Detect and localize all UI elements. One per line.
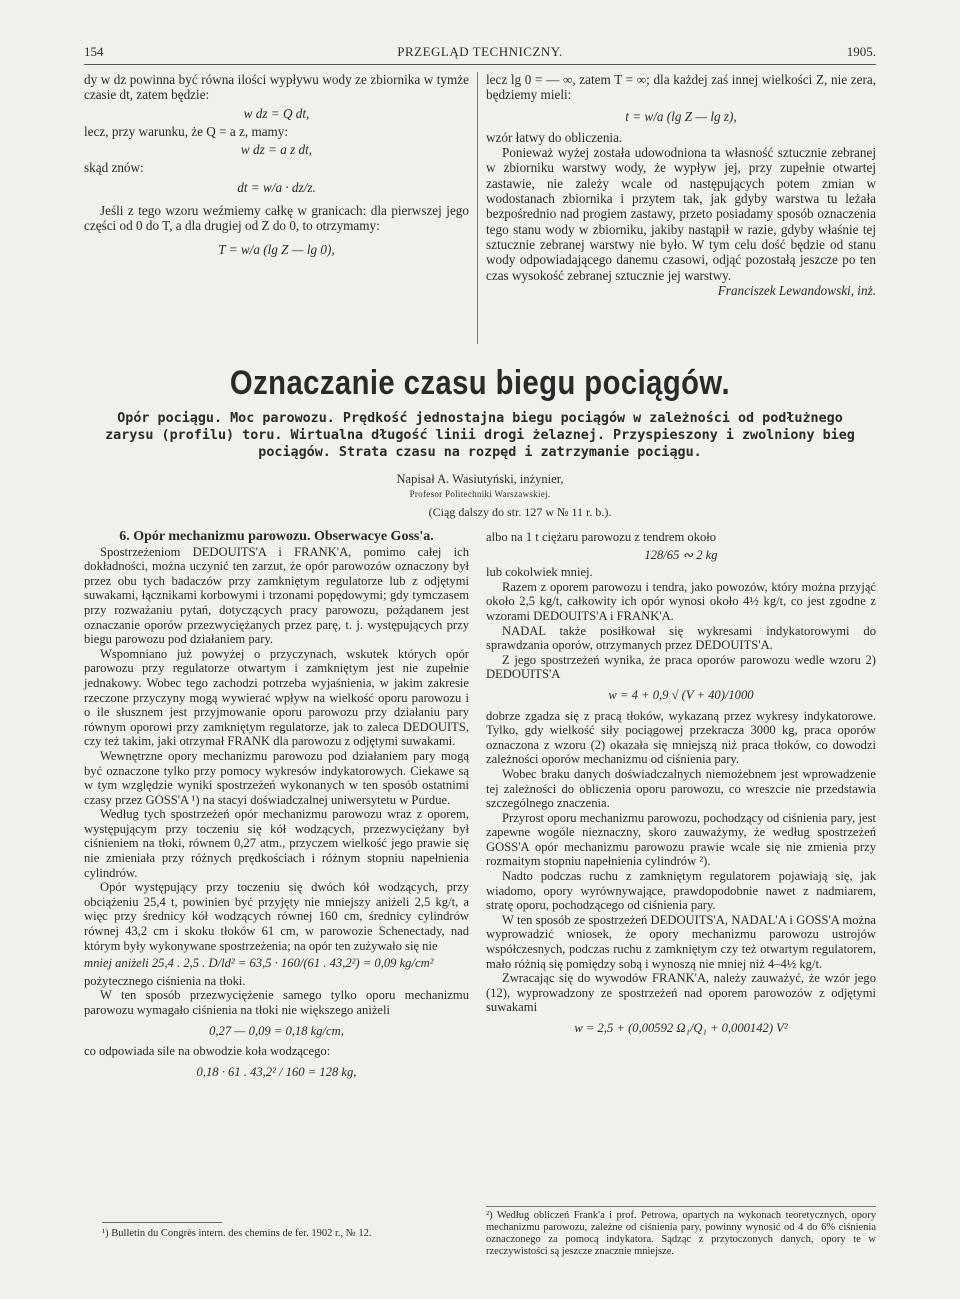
formula: 0,18 · 61 . 43,2² / 160 = 128 kg, bbox=[196, 1064, 357, 1079]
footnote-rule-left bbox=[102, 1222, 222, 1223]
article-title: Oznaczanie czasu biegu pociągów. bbox=[229, 364, 731, 402]
formula: 128/65 ∾ 2 kg bbox=[644, 547, 718, 562]
paragraph: Spostrzeżeniom DEDOUITS'A i FRANK'A, pomimo całej ich dokładności, można uczynić ten zarzut, że opór parowozów oznaczony był przez obu tych badaczów przy zamkniętym regulatorze lub z odjętymi suwakami, łącznikami korbowymi i trzonami popędowymi; gdy tymczasem przy rozważaniu pytań, dotyczących pracy parowozu, pożądanem jest oznaczanie oporów przezwyciężanych przez parę, t. j. występujących przy biegu parowozu pod działaniem pary. bbox=[84, 544, 469, 647]
paragraph: W ten sposób ze spostrzeżeń DEDOUITS'A, NADAL'A i GOSS'A można wyprowadzić wniosek, że opory mechanizmu parowozu ustrojów współczesnych, podczas ruchu z zamkniętym czy też otwartym regulatorem, mało różnią się pomiędzy sobą i wynoszą nie mniej niż 4–4½ kg/t. bbox=[486, 912, 876, 971]
paragraph: Wspomniano już powyżej o przyczynach, wskutek których opór parowozu przy regulatorze otwartym i zamkniętym jest nie zupełnie jednakowy. Wobec tego zachodzi potrzeba wyjaśnienia, w jakim zakresie rzeczone przyczyny mogą wywierać wpływ na wielkość oporu parowozu i o ile słusznem jest przyjmowanie oporu parowozu przy działaniu pary równym oporowi przy zamkniętym regulatorze, jak to zaleca DEDOUITS, czy też takim, jaki otrzymał FRANK dla parowozu z odjętymi suwakami. bbox=[84, 646, 469, 749]
paragraph: wzór łatwy do obliczenia. bbox=[486, 129, 623, 145]
paragraph: Przyrost oporu mechanizmu parowozu, pochodzący od ciśnienia pary, jest zapewne wogóle nieznaczny, skoro zauważymy, że według spostrzeżeń GOSS'A opór mechanizmu parowozu prawie wcale się nie zmienia przy rozmaitym stopniu napełnienia cylindrów ²). bbox=[486, 810, 876, 869]
top-left-column bbox=[84, 72, 469, 260]
paragraph: Zwracając się do wywodów FRANK'A, należy zauważyć, że wzór jego (12), wyprowadzony ze spostrzeżeń nad oporem parowozów z odjętymi suwakami bbox=[486, 971, 876, 1015]
formula: w dz = a z dt, bbox=[240, 142, 313, 158]
formula: w dz = Q dt, bbox=[243, 105, 310, 121]
article-subtitle: Opór pociągu. Moc parowozu. Prędkość jednostajna biegu pociągów w zależności od podłużnego zarysu (profilu) toru. Wirtualna długość linii drogi żelaznej. Przyspieszony i zwolniony bieg pociągów. Strata czasu na rozpęd i zatrzymanie pociągu. bbox=[105, 411, 855, 460]
footnote-right: ²) Według obliczeń Frank'a i prof. Petrowa, opartych na wykonach teoretycznych, opory mechanizmu parowozu, zależne od ciśnienia pary, powinny wynosić od 4 do 6% ciśnienia oznaczonego za pomocą indykatora. Sądząc z przytoczonych danych, opory te w rzeczywistości są jeszcze znacznie mniejsze. bbox=[486, 1206, 876, 1258]
paragraph: Wobec braku danych doświadczalnych niemożebnem jest wprowadzenie tej zależności do obliczenia oporu parowozu, co wreszcie nie przedstawia szczególnego znaczenia. bbox=[486, 766, 876, 811]
paragraph: Z jego spostrzeżeń wynika, że praca oporów parowozu wedle wzoru 2) DEDOUITS'A bbox=[486, 652, 876, 682]
paragraph: Ponieważ wyżej została udowodniona ta własność sztucznie zebranej w zbiorniku warstwy wody, że wypływ jej, przy zupełnie otwartej zastawie, nie zależy wcale od następujących potem zmian w wodostanach zbiornika i przytem tak, jak gdyby warstwa tu leżała bezpośrednio nad progiem zastawy, przeto posiadamy sposób oznaczenia tego stanu wody w zbiorniku, jakiby nastąpił w razie, gdyby właśnie tej sztucznie zebranej warstwy nie było. W tym celu dość będzie od stanu wody odpowiadającego danemu czasowi, odjąć pozostałą jeszcze po ten czas wysokość zebranej sztucznie jej warstwy. bbox=[486, 145, 876, 283]
paragraph: pożytecznego ciśnienia na tłoki. bbox=[84, 973, 246, 988]
running-header bbox=[84, 44, 876, 62]
formula: T = w/a (lg Z — lg 0), bbox=[218, 241, 335, 257]
formula: mniej aniżeli 25,4 . 2,5 . D/ld² = 63,5 · 160/(61 . 43,2²) = 0,09 kg/cm² bbox=[84, 956, 434, 971]
paragraph: co odpowiada sile na obwodzie koła wodzącego: bbox=[84, 1044, 331, 1059]
author-affiliation: Profesor Politechniki Warszawskiej. bbox=[409, 489, 551, 499]
column-divider bbox=[477, 72, 478, 344]
paragraph: dobrze zgadza się z pracą tłoków, wykazaną przez wykresy indykatorowe. Tylko, gdy wielkość siły pociągowej przekracza 3000 kg, praca oporów oznaczona z wzoru (2) okazała się mniejszą niż praca tłoków, co dowodzi zależności oporów mechanizmu od ciśnienia pary. bbox=[486, 708, 876, 767]
section-heading: 6. Opór mechanizmu parowozu. Obserwacye Goss'a. bbox=[119, 529, 434, 544]
paragraph: NADAL także posiłkował się wykresami indykatorowymi do sprawdzania oporów, otrzymanych przez DEDOUITS'A. bbox=[486, 623, 876, 653]
page-number: 154 bbox=[84, 44, 104, 59]
journal-title: PRZEGLĄD TECHNICZNY. bbox=[397, 44, 563, 59]
footnote-left: ¹) Bulletin du Congrès intern. des chemins de fer. 1902 r., № 12. bbox=[102, 1228, 372, 1239]
paragraph: Razem z oporem parowozu i tendra, jako powozów, który można przyjąć około 2,5 kg/t, całkowity ich opór wynosi około 4½ kg/t, co jest zgodne z wzorami DEDOUITS'A i FRANK'A. bbox=[486, 579, 876, 623]
paragraph: lecz lg 0 = — ∞, zatem T = ∞; dla każdej zaś innej wielkości Z, nie zera, będziemy mieli: bbox=[486, 72, 876, 103]
paragraph: Według tych spostrzeżeń opór mechanizmu parowozu wraz z oporem, występującym przy toczeniu się kół wodzących, przezwyciężany był ciśnieniem na tłoki, równem 0,27 atm., przyczem wielkość jego prawie się nie zmieniała przy różnych prędkościach i różnym stopniu napełnienia cylindrów. bbox=[84, 807, 469, 880]
top-right-column bbox=[486, 72, 876, 298]
author-line: Napisał A. Wasiutyński, inżynier, bbox=[396, 472, 564, 486]
author-signature: Franciszek Lewandowski, inż. bbox=[717, 282, 876, 298]
formula: w = 4 + 0,9 √ (V + 40)/1000 bbox=[608, 687, 754, 702]
formula: 0,27 — 0,09 = 0,18 kg/cm, bbox=[209, 1023, 344, 1038]
formula: w = 2,5 + (0,00592 Ω₁/Q₁ + 0,000142) V² bbox=[574, 1021, 788, 1035]
paragraph: lecz, przy warunku, że Q = a z, mamy: bbox=[84, 123, 289, 139]
paragraph: albo na 1 t ciężaru parowozu z tendrem około bbox=[486, 530, 717, 544]
paragraph: W ten sposób przezwyciężenie samego tylko oporu mechanizmu parowozu wymagało ciśnienia na tłoki nie większego aniżeli bbox=[84, 988, 469, 1017]
paragraph: Jeśli z tego wzoru weźmiemy całkę w granicach: dla pierwszej jego części od 0 do T, a dla drugiej od Z do 0, to otrzymamy: bbox=[84, 203, 469, 234]
paragraph: Nadto podczas ruchu z zamkniętym regulatorem pojawiają się, jak wiadomo, opory wyrównywające, prawdopodobnie nawet z nadmiarem, stratę oporu, pochodzącego od ciśnienia pary. bbox=[486, 869, 876, 913]
right-column bbox=[486, 530, 876, 1042]
paragraph: Opór występujący przy toczeniu się dwóch kół wodzących, przy obciążeniu 25,4 t, powinien być przyjęty nie mniejszy aniżeli 2,5 kg/t, a więc przy średnicy kół wodzących równej 160 cm, średnicy cylindrów równej 43,2 cm i skoku tłoków 61 cm, w parowozie Schenectady, nad którym były wykonywane spostrzeżenia; na opór ten zużywało się nie bbox=[84, 880, 469, 953]
paragraph: skąd znów: bbox=[84, 160, 144, 176]
paragraph: Wewnętrzne opory mechanizmu parowozu pod działaniem pary mogą być oznaczone tylko przy pomocy wykresów indykatorowych. Ciekawe są w tym względzie wyniki spostrzeżeń wykonanych w ten sposób ostatnimi czasy przez GOSS'A ¹) na stacyi doświadczalnej uniwersytetu w Purdue. bbox=[84, 748, 469, 807]
left-column bbox=[84, 530, 469, 1085]
paragraph: dy w dz powinna być równa ilości wypływu wody ze zbiornika w tymże czasie dt, zatem będzie: bbox=[84, 72, 469, 103]
paragraph: lub cokolwiek mniej. bbox=[486, 565, 593, 580]
formula: dt = w/a · dz/z. bbox=[237, 179, 316, 195]
formula: t = w/a (lg Z — lg z), bbox=[625, 108, 737, 124]
year: 1905. bbox=[846, 44, 876, 59]
header-rule bbox=[84, 64, 876, 65]
continuation-note: (Ciąg dalszy do str. 127 w № 11 r. b.). bbox=[428, 505, 612, 519]
